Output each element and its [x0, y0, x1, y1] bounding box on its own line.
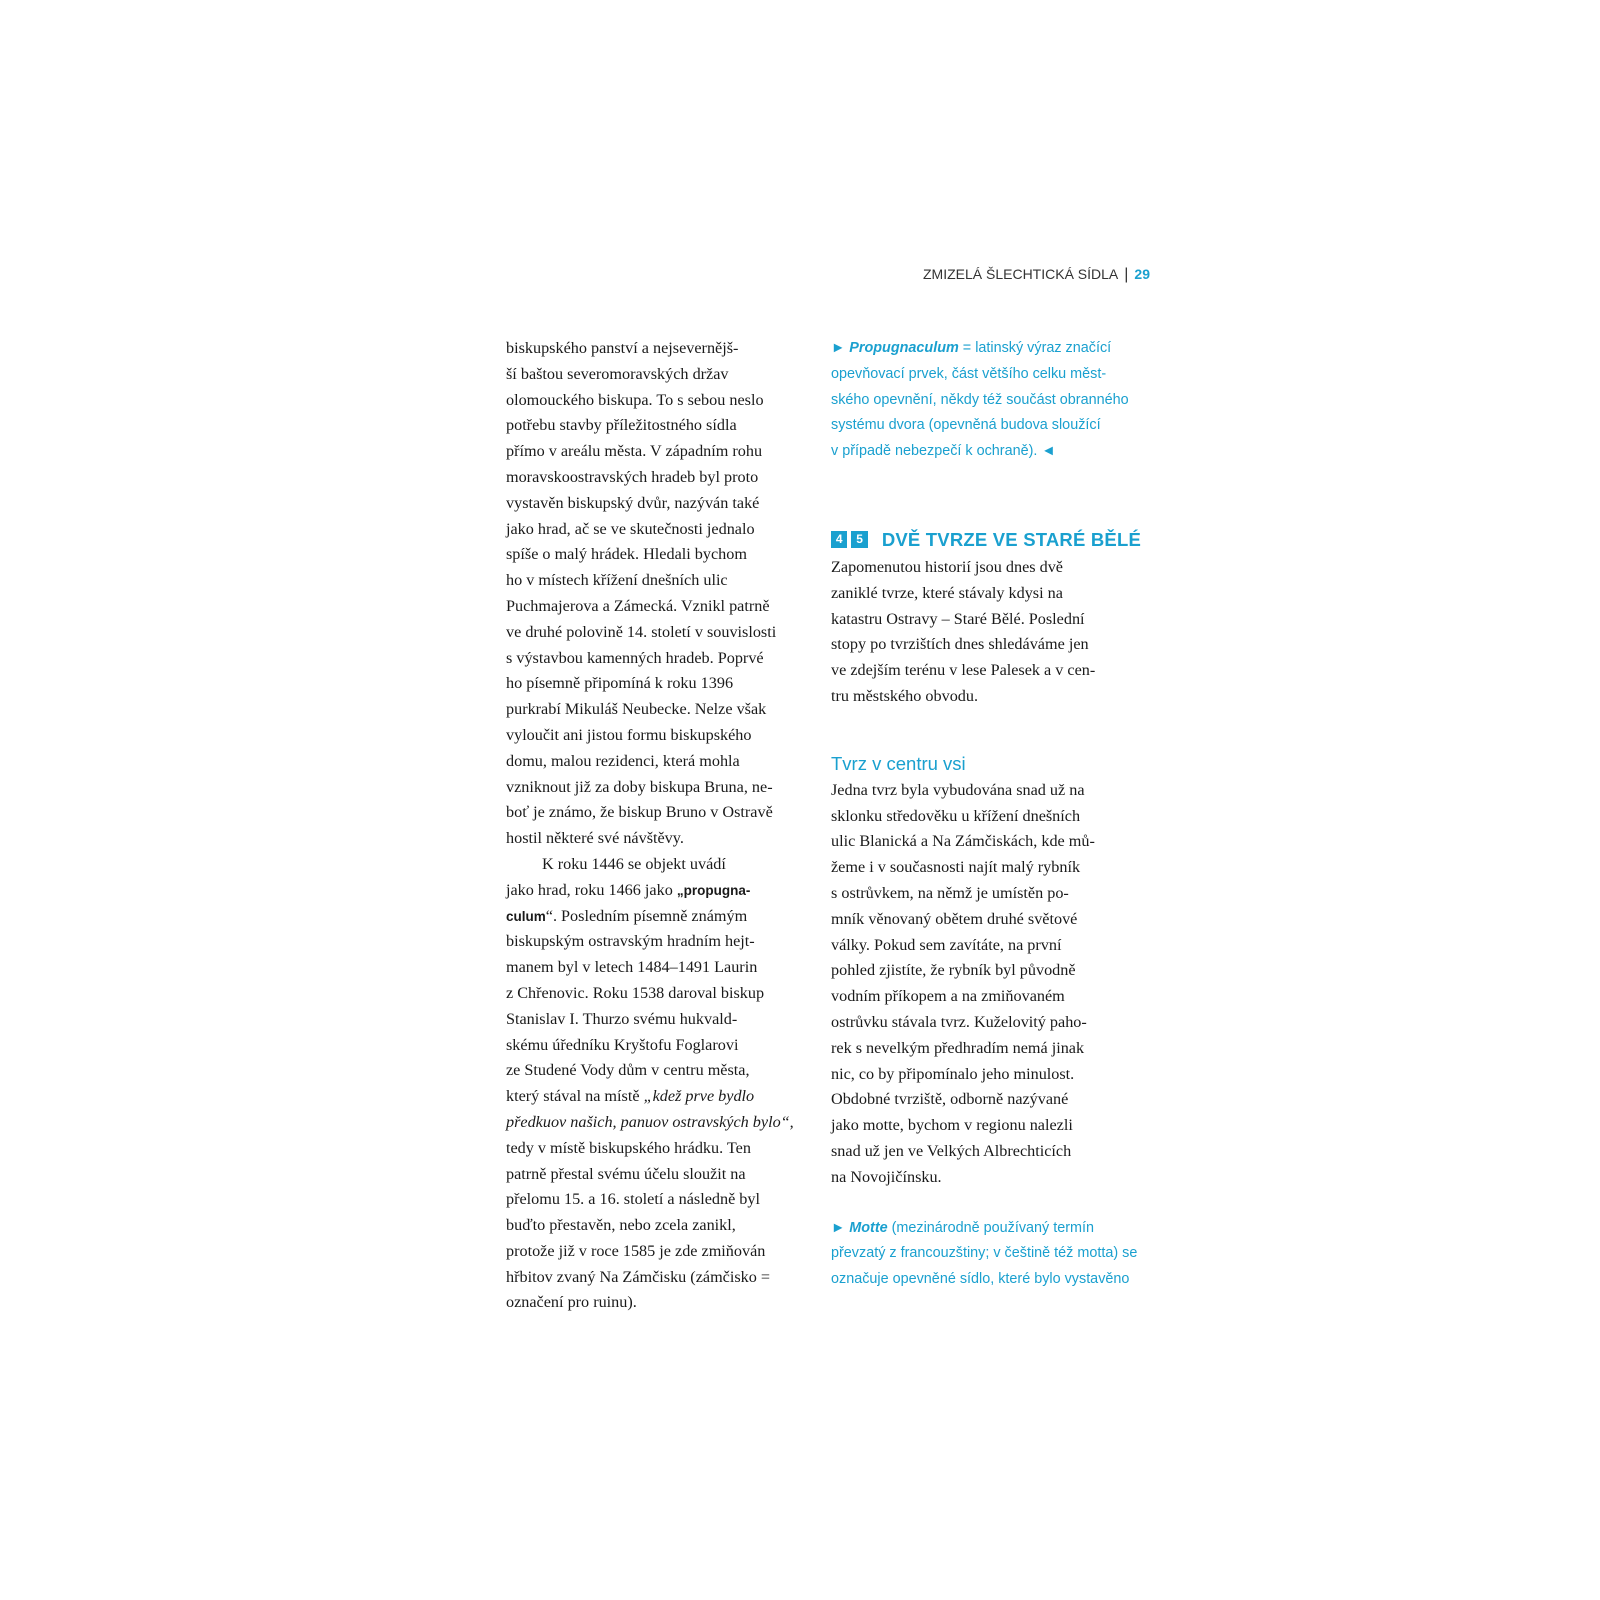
- text-line: nic, co by připomínalo jeho minulost.: [831, 1064, 1075, 1083]
- note-term: Motte: [849, 1219, 888, 1236]
- text-line: mník věnovaný obětem druhé světové: [831, 909, 1078, 928]
- text-line: tedy v místě biskupského hrádku. Ten: [506, 1138, 751, 1157]
- subsection-heading: [831, 750, 1141, 778]
- running-title: ZMIZELÁ ŠLECHTICKÁ SÍDLA: [922, 266, 1119, 282]
- text-line: [506, 878, 816, 904]
- note-marker: ►: [831, 340, 846, 356]
- text-line: Stanislav I. Thurzo svému hukvald-: [506, 1009, 738, 1028]
- text-line: moravskoostravských hradeb byl proto: [506, 467, 759, 486]
- section-heading: [831, 525, 1141, 555]
- text-line: jako hrad, ač se ve skutečnosti jednalo: [506, 519, 755, 538]
- map-badge-4: 4: [831, 531, 847, 548]
- text-line: přelomu 15. a 16. století a následně byl: [506, 1190, 760, 1209]
- text-line: ší baštou severomoravských držav: [506, 364, 729, 383]
- text-line: označení pro ruinu).: [506, 1293, 637, 1312]
- text-line: katastru Ostravy – Staré Bělé. Poslední: [831, 609, 1085, 628]
- text-line: ze Studené Vody dům v centru města,: [506, 1061, 750, 1080]
- note-line: označuje opevněné sídlo, které bylo vystavěno: [831, 1271, 1130, 1288]
- text-line: domu, malou rezidenci, která mohla: [506, 751, 740, 770]
- running-header: [880, 266, 1150, 284]
- text-line: hřbitov zvaný Na Zámčisku (zámčisko =: [506, 1267, 771, 1286]
- text-line: vodním příkopem a na zmiňovaném: [831, 987, 1065, 1006]
- text-line: hostil některé své návštěvy.: [506, 829, 684, 848]
- text-fragment: (mezinárodně používaný termín: [887, 1219, 1094, 1236]
- text-line: protože již v roce 1585 je zde zmiňován: [506, 1241, 766, 1260]
- text-line: Obdobné tvrziště, odborně nazývané: [831, 1090, 1069, 1109]
- text-line: [506, 1110, 816, 1136]
- quote-italic: předkuov našich, panuov ostravských bylo“,: [506, 1112, 794, 1131]
- text-fragment: který stával na místě: [506, 1087, 644, 1106]
- text-line: s výstavbou kamenných hradeb. Poprvé: [506, 648, 764, 667]
- note-motte: [831, 1216, 1141, 1293]
- note-propugnaculum: [831, 336, 1141, 465]
- note-marker: ►: [831, 1219, 846, 1236]
- subsection-body: [831, 778, 1141, 1191]
- note-line: systému dvora (opevněná budova sloužící: [831, 417, 1101, 434]
- text-line: skému úředníku Kryštofu Foglarovi: [506, 1035, 739, 1054]
- text-line: ulic Blanická a Na Zámčiskách, kde mů-: [831, 832, 1095, 851]
- note-line: opevňovací prvek, část většího celku měst-: [831, 365, 1107, 382]
- text-line: ve druhé polovině 14. století v souvislosti: [506, 622, 777, 641]
- header-divider: |: [1124, 266, 1129, 283]
- map-badge-5: 5: [851, 531, 867, 548]
- text-fragment: = latinský výraz značící: [958, 340, 1112, 356]
- text-line: biskupským ostravským hradním hejt-: [506, 932, 755, 951]
- text-line: jako motte, bychom v regionu nalezli: [831, 1116, 1073, 1135]
- paragraph-2: [506, 852, 816, 1316]
- text-line: sklonku středověku u křížení dnešních: [831, 806, 1081, 825]
- text-line: Zapomenutou historií jsou dnes dvě: [831, 557, 1063, 576]
- text-line: žeme i v současnosti najít malý rybník: [831, 858, 1081, 877]
- text-line: [506, 1084, 816, 1110]
- note-line: [831, 1216, 1141, 1242]
- text-fragment: jako hrad, roku 1466 jako: [506, 880, 677, 899]
- left-column: [506, 336, 816, 1316]
- term-propugnaculum: „propugna-: [676, 882, 751, 898]
- text-line: buďto přestavěn, nebo zcela zanikl,: [506, 1216, 736, 1235]
- text-line: [506, 904, 816, 930]
- text-line: vyloučit ani jistou formu biskupského: [506, 725, 752, 744]
- text-line: z Chřenovic. Roku 1538 daroval biskup: [506, 983, 765, 1002]
- text-line: patrně přestal svému účelu sloužit na: [506, 1164, 746, 1183]
- text-line: stopy po tvrzištích dnes shledáváme jen: [831, 635, 1089, 654]
- text-line: Puchmajerova a Zámecká. Vznikl patrně: [506, 596, 770, 615]
- note-line: [831, 336, 1141, 362]
- spacer: [831, 1191, 1141, 1216]
- text-line: ostrůvku stávala tvrz. Kuželovitý paho-: [831, 1012, 1087, 1031]
- text-line: ho písemně připomíná k roku 1396: [506, 674, 734, 693]
- text-line: války. Pokud sem zavítáte, na první: [831, 935, 1062, 954]
- note-line: ského opevnění, někdy též součást obranného: [831, 391, 1129, 408]
- text-line: snad už jen ve Velkých Albrechticích: [831, 1141, 1072, 1160]
- note-term: Propugnaculum: [849, 340, 959, 356]
- section-title: DVĚ TVRZE VE STARÉ BĚLÉ: [881, 529, 1141, 551]
- section-intro: [831, 555, 1141, 710]
- text-line: spíše o malý hrádek. Hledali bychom: [506, 545, 747, 564]
- text-line: rek s nevelkým předhradím nemá jinak: [831, 1038, 1085, 1057]
- text-line: na Novojičínsku.: [831, 1167, 942, 1186]
- page-number: 29: [1134, 266, 1150, 282]
- text-line: K roku 1446 se objekt uvádí: [542, 854, 726, 873]
- paragraph-1: [506, 336, 816, 852]
- note-line: v případě nebezpečí k ochraně). ◄: [831, 443, 1056, 460]
- term-propugnaculum-end: culum: [506, 908, 546, 924]
- text-line: potřebu stavby příležitostného sídla: [506, 416, 737, 435]
- text-line: přímo v areálu města. V západním rohu: [506, 442, 763, 461]
- text-line: vzniknout již za doby biskupa Bruna, ne-: [506, 777, 773, 796]
- text-line: ho v místech křížení dnešních ulic: [506, 571, 728, 590]
- subsection-title: Tvrz v centru vsi: [831, 752, 966, 774]
- text-line: biskupského panství a nejsevernějš-: [506, 339, 739, 357]
- right-column: [831, 336, 1141, 1293]
- note-line: převzatý z francouzštiny; v češtině též motta) se: [831, 1245, 1138, 1262]
- text-fragment: “. Posledním písemně známým: [545, 906, 748, 925]
- text-line: boť je známo, že biskup Bruno v Ostravě: [506, 803, 773, 822]
- text-line: manem byl v letech 1484–1491 Laurin: [506, 958, 758, 977]
- text-line: s ostrůvkem, na němž je umístěn po-: [831, 883, 1069, 902]
- text-line: tru městského obvodu.: [831, 686, 979, 705]
- quote-italic: „kdež prve bydlo: [643, 1087, 755, 1106]
- text-line: purkrabí Mikuláš Neubecke. Nelze však: [506, 700, 767, 719]
- text-line: zaniklé tvrze, které stávaly kdysi na: [831, 583, 1063, 602]
- text-line: Jedna tvrz byla vybudována snad už na: [831, 780, 1085, 799]
- text-line: olomouckého biskupa. To s sebou neslo: [506, 390, 764, 409]
- text-line: vystavěn biskupský dvůr, nazýván také: [506, 493, 760, 512]
- text-line: ve zdejším terénu v lese Palesek a v cen-: [831, 661, 1096, 680]
- text-line: pohled zjistíte, že rybník byl původně: [831, 961, 1076, 980]
